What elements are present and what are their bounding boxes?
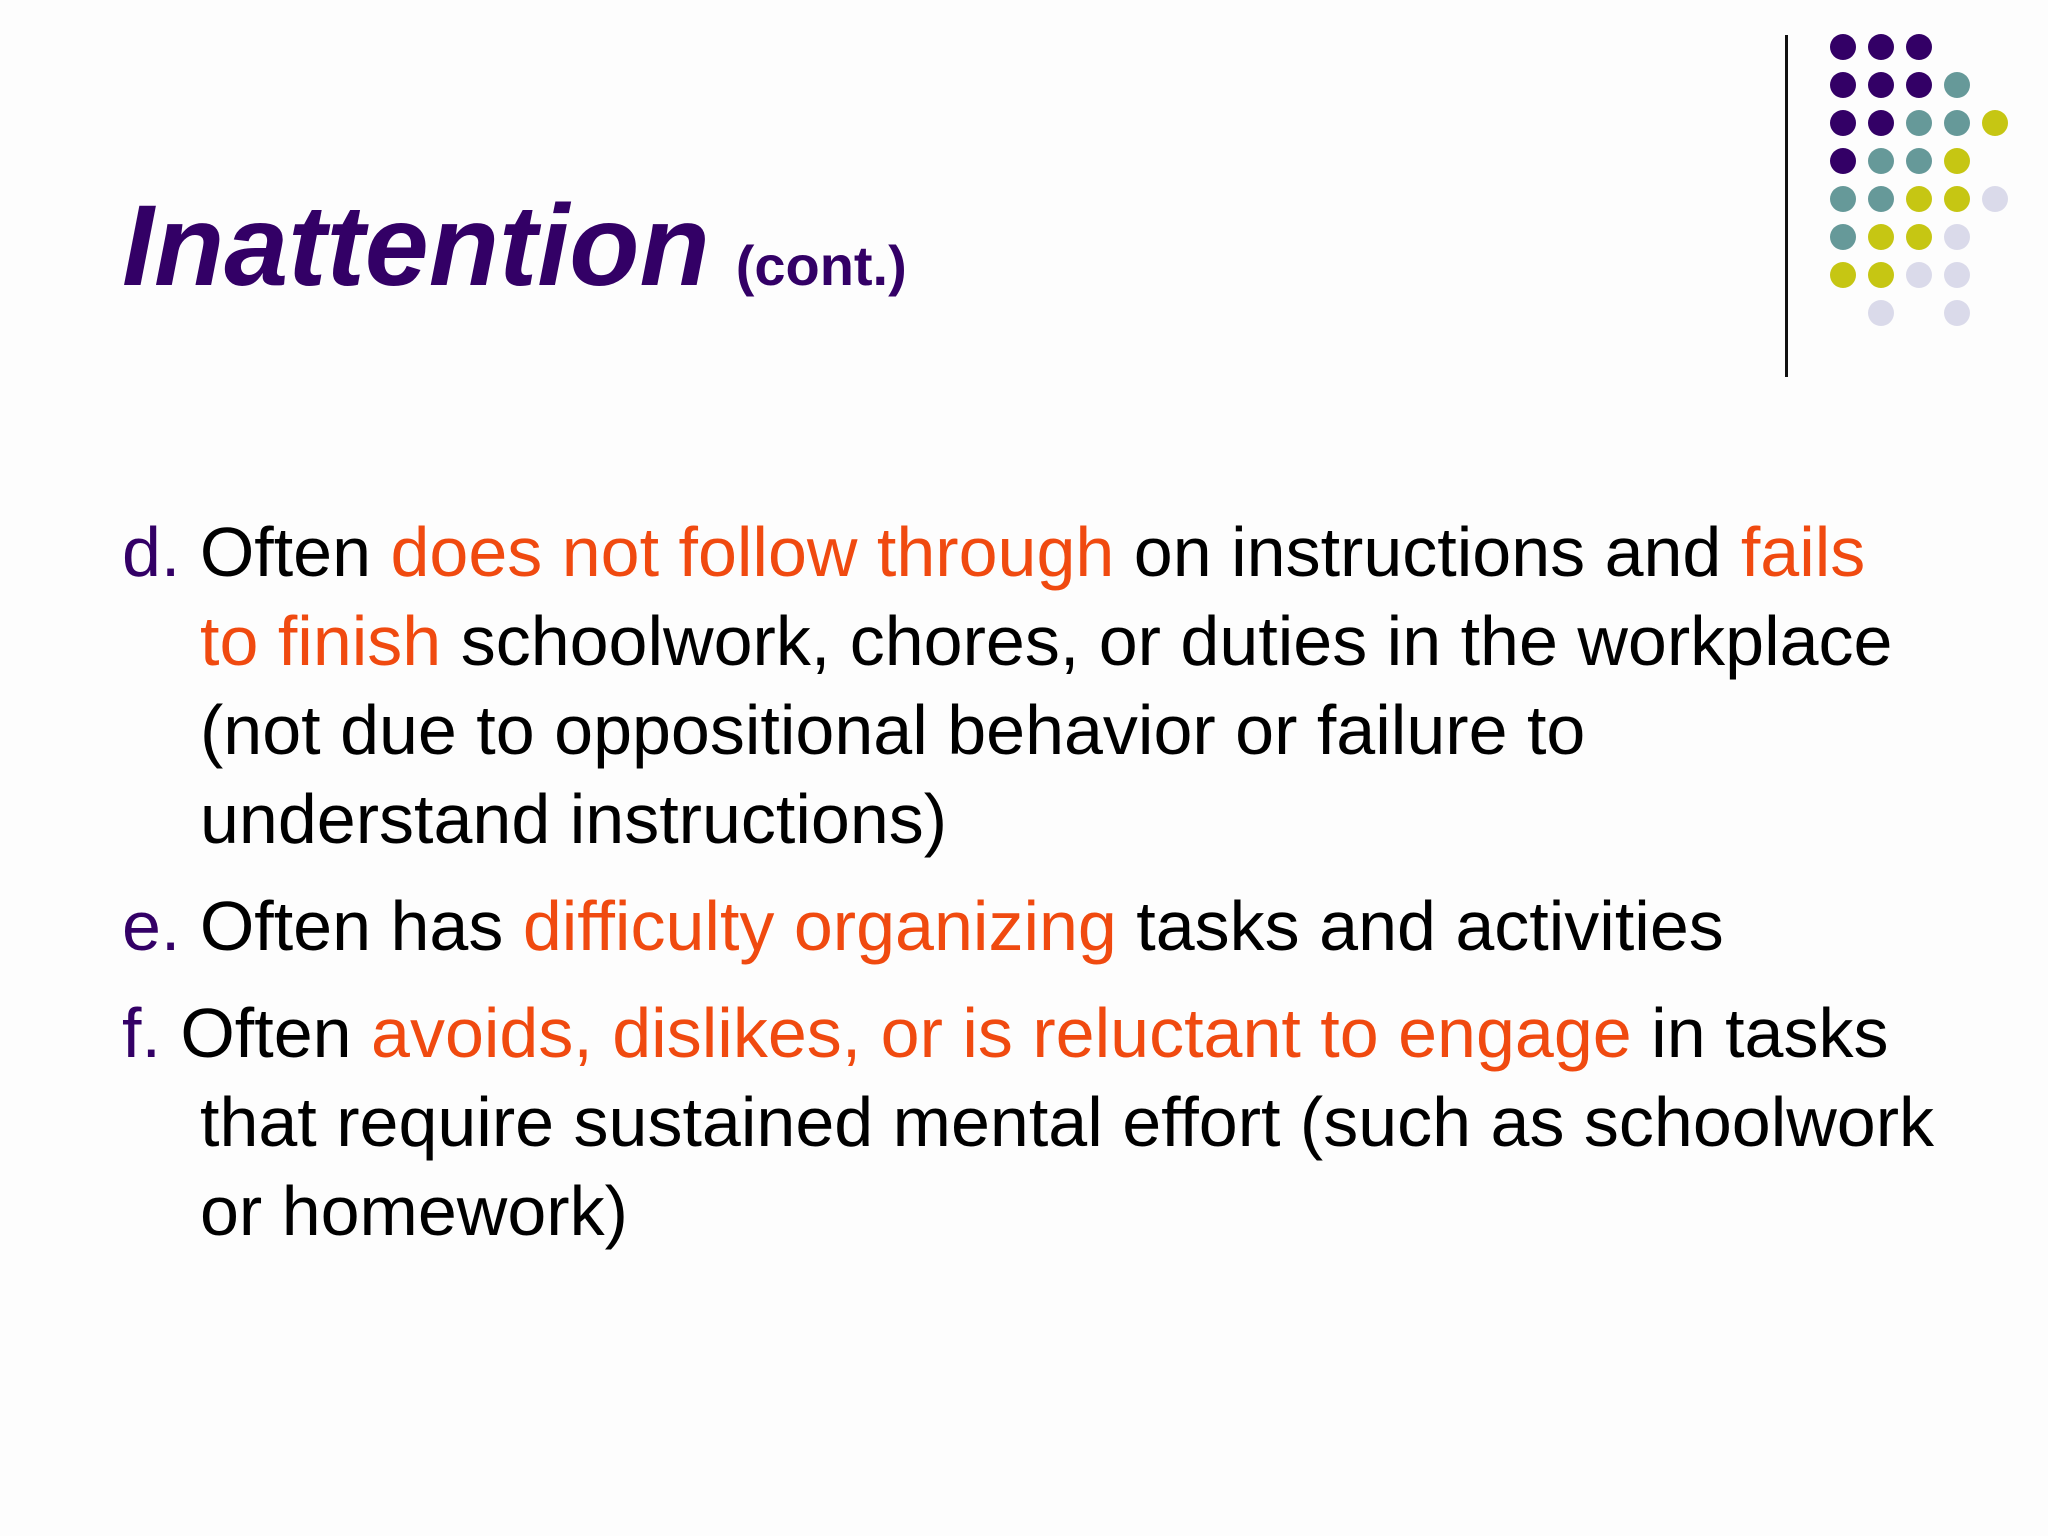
decorative-dot [1944,186,1970,212]
decorative-dot [1868,224,1894,250]
decorative-dot [1944,110,1970,136]
item-text: in tasks that require sustained mental effort (such as schoolwork or homework) [200,994,1935,1250]
item-letter: e. [122,887,181,965]
decorative-dot [1868,148,1894,174]
decorative-dot [1944,72,1970,98]
title-text: Inattention [122,182,710,310]
decorative-dot [1830,110,1856,136]
item-text: Often has [180,887,523,965]
list-item-f [122,989,1942,1256]
list-item-e [122,882,1942,971]
decorative-dot [1906,34,1932,60]
decorative-dot [1906,224,1932,250]
decorative-dot [1868,72,1894,98]
decorative-dot [1944,224,1970,250]
decorative-dot [1944,262,1970,288]
item-letter: f. [122,994,161,1072]
decorative-dot [1868,262,1894,288]
decorative-dot [1830,148,1856,174]
decorative-dot [1982,186,2008,212]
decorative-dot [1944,148,1970,174]
title-suffix: (cont.) [735,234,907,297]
decorative-dot [1906,72,1932,98]
decorative-dot-grid [0,0,2048,400]
highlight-text: does not follow through [390,513,1115,591]
decorative-dot [1830,72,1856,98]
decorative-dot [1868,34,1894,60]
decorative-dot [1830,186,1856,212]
decorative-dot [1906,186,1932,212]
item-text: tasks and activities [1116,887,1724,965]
highlight-text: fails to finish [200,513,1866,680]
decorative-dot [1906,110,1932,136]
highlight-text: difficulty organizing [522,887,1117,965]
item-text: on instructions and [1114,513,1741,591]
decorative-dot [1944,300,1970,326]
decorative-dot [1830,262,1856,288]
decorative-dot [1830,224,1856,250]
decorative-dot [1830,34,1856,60]
decorative-dot [1906,148,1932,174]
item-text: Often [180,513,391,591]
item-text: Often [160,994,372,1072]
highlight-text: avoids, dislikes, or is reluctant to engage [371,994,1632,1072]
decorative-dot [1868,110,1894,136]
decorative-dot [1906,262,1932,288]
criteria-list [122,508,1942,1274]
item-letter: d. [122,513,181,591]
list-item-d [122,508,1942,864]
decorative-dot [1982,110,2008,136]
decorative-dot [1868,186,1894,212]
item-text: schoolwork, chores, or duties in the workplace (not due to oppositional behavior or failure to understand instructions) [200,602,1893,858]
decorative-dot [1868,300,1894,326]
